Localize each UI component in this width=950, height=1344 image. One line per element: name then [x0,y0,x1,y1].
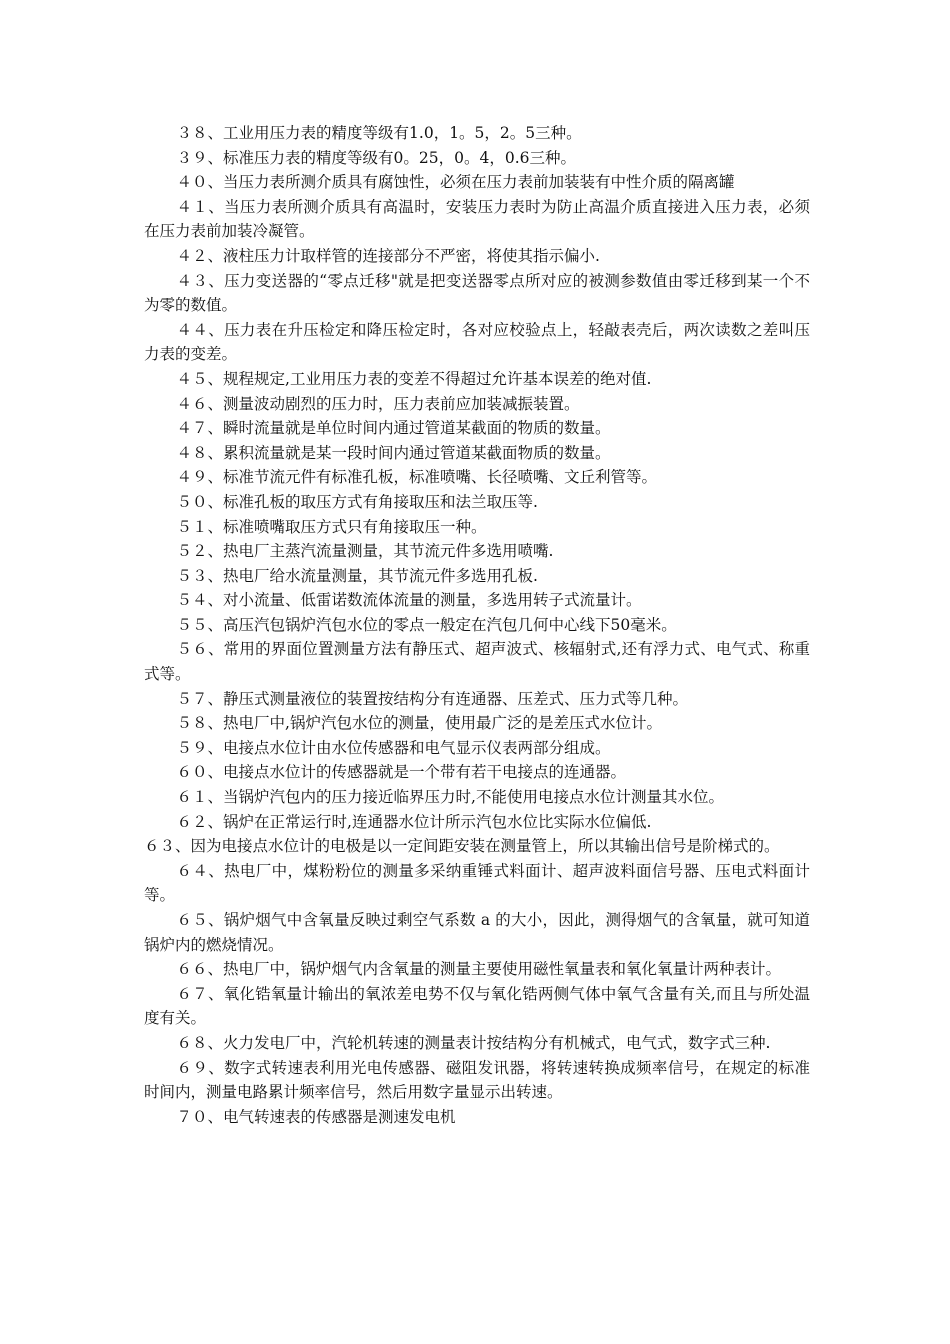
paragraph-item: ４９、标准节流元件有标准孔板，标准喷嘴、长径喷嘴、文丘利管等。 [176,468,658,487]
paragraph-item: ５３、热电厂给水流量测量，其节流元件多选用孔板. [176,566,538,585]
paragraph-item: ３８、工业用压力表的精度等级有1.0，1。5，2。5三种。 [176,124,582,142]
paragraph-item: ４４、压力表在升压检定和降压检定时，各对应校验点上，轻敲表壳后，两次读数之差叫压力表的变差。 [144,320,810,364]
paragraph-item: ６２、锅炉在正常运行时,连通器水位计所示汽包水位比实际水位偏低. [176,812,652,831]
paragraph-item: ５５、高压汽包锅炉汽包水位的零点一般定在汽包几何中心线下50毫米。 [176,615,677,634]
paragraph-item: ４２、液柱压力计取样管的连接部分不严密，将使其指示偏小. [176,246,600,265]
paragraph-item: ４８、累积流量就是某一段时间内通过管道某截面物质的数量。 [176,443,611,462]
paragraph-item: ４１、当压力表所测介质具有高温时，安装压力表时为防止高温介质直接进入压力表，必须在压力表前加装冷凝管。 [144,197,810,241]
paragraph-item: ７０、电气转速表的传感器是测速发电机 [176,1107,456,1126]
paragraph-item: ６４、热电厂中，煤粉粉位的测量多采纳重锤式料面计、超声波料面信号器、压电式料面计等。 [144,861,810,905]
paragraph-item: ５６、常用的界面位置测量方法有静压式、超声波式、核辐射式,还有浮力式、电气式、称重式等。 [144,640,810,684]
paragraph-list [144,121,810,1129]
paragraph-item: ６８、火力发电厂中，汽轮机转速的测量表计按结构分有机械式，电气式，数字式三种. [176,1033,771,1052]
paragraph-item: ６７、氧化锆氧量计输出的氧浓差电势不仅与氧化锆两侧气体中氧气含量有关,而且与所处温度有关。 [144,984,810,1028]
document-page [144,121,810,1129]
paragraph-item: ４０、当压力表所测介质具有腐蚀性，必须在压力表前加装装有中性介质的隔离罐 [176,173,735,192]
paragraph-item: ６９、数字式转速表利用光电传感器、磁阻发讯器，将转速转换成频率信号，在规定的标准时间内，测量电路累计频率信号，然后用数字量显示出转速。 [144,1058,810,1102]
paragraph-item: ５１、标准喷嘴取压方式只有角接取压一种。 [176,517,487,536]
paragraph-item: ３９、标准压力表的精度等级有0。25，0。4，0.6三种。 [176,148,577,167]
paragraph-item: ５４、对小流量、低雷诺数流体流量的测量，多选用转子式流量计。 [176,591,642,610]
paragraph-item: ６３、因为电接点水位计的电极是以一定间距安装在测量管上，所以其输出信号是阶梯式的。 [144,837,780,856]
paragraph-item: ４７、瞬时流量就是单位时间内通过管道某截面的物质的数量。 [176,419,611,438]
paragraph-item: ４６、测量波动剧烈的压力时，压力表前应加装减振装置。 [176,394,580,413]
paragraph-item: ６１、当锅炉汽包内的压力接近临界压力时,不能使用电接点水位计测量其水位。 [176,788,724,807]
paragraph-item: ４５、规程规定,工业用压力表的变差不得超过允许基本误差的绝对值. [176,369,652,388]
paragraph-item: ５８、热电厂中,锅炉汽包水位的测量，使用最广泛的是差压式水位计。 [176,714,662,733]
paragraph-item: ６０、电接点水位计的传感器就是一个带有若干电接点的连通器。 [176,763,627,782]
paragraph-item: ６６、热电厂中，锅炉烟气内含氧量的测量主要使用磁性氧量表和氧化氧量计两种表计。 [176,960,782,979]
paragraph-item: ５０、标准孔板的取压方式有角接取压和法兰取压等. [176,492,538,511]
paragraph-item: ５９、电接点水位计由水位传感器和电气显示仪表两部分组成。 [176,738,611,757]
paragraph-item: ５２、热电厂主蒸汽流量测量，其节流元件多选用喷嘴. [176,542,554,561]
paragraph-item: ６５、锅炉烟气中含氧量反映过剩空气系数 a 的大小，因此，测得烟气的含氧量，就可知道锅炉内的燃烧情况。 [144,911,810,954]
paragraph-item: ５７、静压式测量液位的装置按结构分有连通器、压差式、压力式等几种。 [176,689,689,708]
paragraph-item: ４３、压力变送器的“零点迁移"就是把变送器零点所对应的被测参数值由零迁移到某一个不为零的数值。 [144,271,810,315]
